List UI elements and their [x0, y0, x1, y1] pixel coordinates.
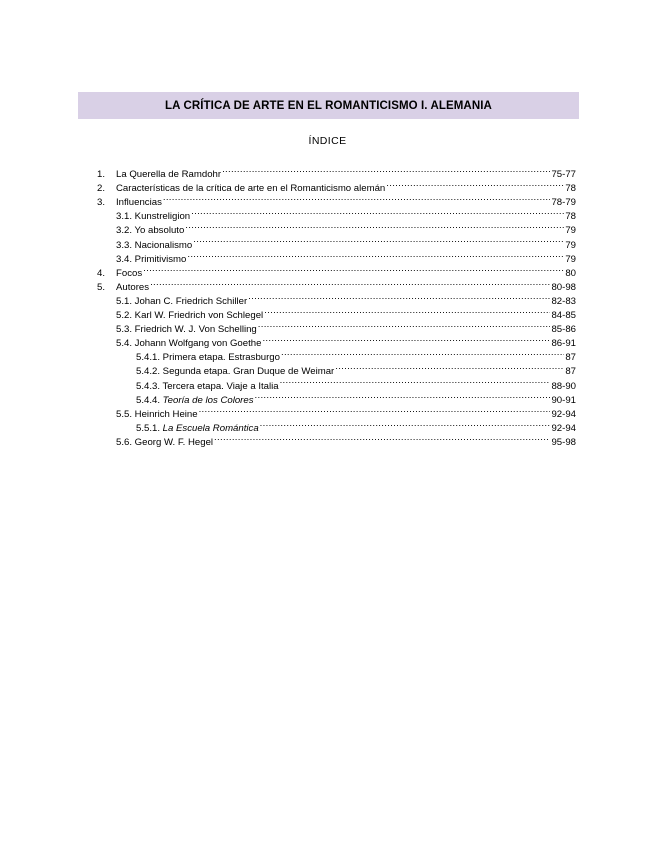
toc-entry: 5. Autores ..... 80-98	[97, 276, 576, 290]
index-heading: ÍNDICE	[308, 135, 347, 147]
toc-entry: 3.4. Primitivismo ..... 79	[97, 248, 576, 262]
toc-entry: 5.4.4. Teoría de los Colores ..... 90-91	[97, 389, 576, 403]
document-title: LA CRÍTICA DE ARTE EN EL ROMANTICISMO I. ALEMANIA	[165, 99, 492, 112]
toc-entry: 3.3. Nacionalismo ..... 79	[97, 233, 576, 247]
title-band	[78, 92, 579, 119]
table-of-contents	[97, 163, 576, 448]
toc-entry: 1. La Querella de Ramdohr ..... 75-77	[97, 163, 576, 177]
toc-entry: 5.4.1. Primera etapa. Estrasburgo ..... 87	[97, 346, 576, 360]
toc-entry: 5.5. Heinrich Heine ..... 92-94	[97, 403, 576, 417]
toc-entry: 4. Focos ..... 80	[97, 262, 576, 276]
toc-entry: 5.6. Georg W. F. Hegel ..... 95-98	[97, 431, 576, 445]
toc-entry: 5.3. Friedrich W. J. Von Schelling ..... 85-86	[97, 318, 576, 332]
toc-entry: 3.2. Yo absoluto ..... 79	[97, 219, 576, 233]
toc-entry: 5.4.3. Tercera etapa. Viaje a Italia ..... 88-90	[97, 374, 576, 388]
toc-entry: 5.4. Johann Wolfgang von Goethe ..... 86-91	[97, 332, 576, 346]
toc-entry: 5.5.1. La Escuela Romántica ..... 92-94	[97, 417, 576, 431]
toc-entry: 5.1. Johan C. Friedrich Schiller ..... 82-83	[97, 290, 576, 304]
toc-entry: 5.2. Karl W. Friedrich von Schlegel ..... 84-85	[97, 304, 576, 318]
toc-entry: 2. Características de la crítica de arte en el Romanticismo alemán ..... 78	[97, 177, 576, 191]
toc-entry: 3. Influencias ..... 78-79	[97, 191, 576, 205]
toc-entry: 3.1. Kunstreligion ..... 78	[97, 205, 576, 219]
toc-entry: 5.4.2. Segunda etapa. Gran Duque de Weimar ..... 87	[97, 360, 576, 374]
